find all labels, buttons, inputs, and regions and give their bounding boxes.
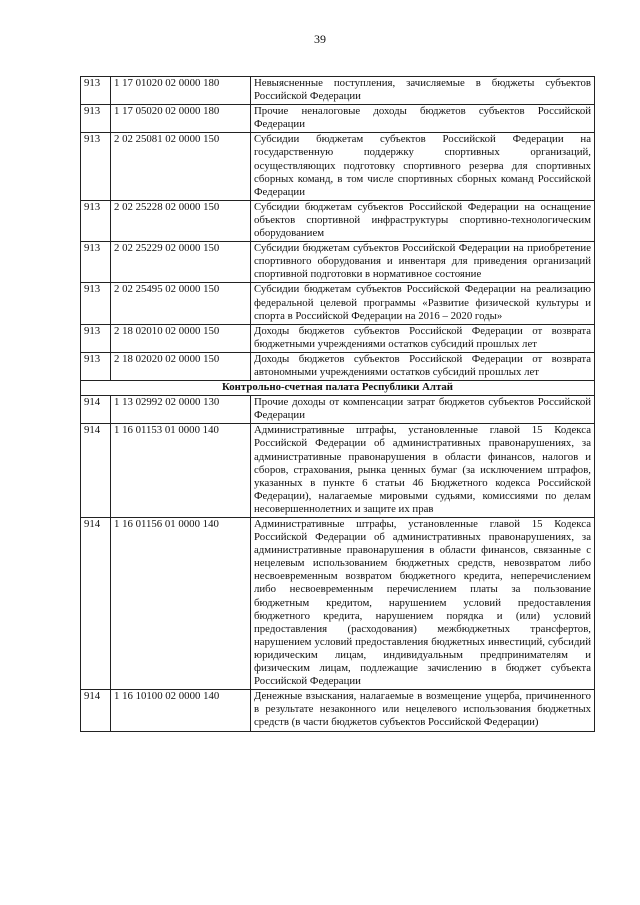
budget-code-cell: 1 17 05020 02 0000 180 [111, 105, 251, 133]
table-row [81, 518, 595, 690]
table-row [81, 105, 595, 133]
table-row [81, 283, 595, 324]
budget-code-cell: 2 18 02010 02 0000 150 [111, 324, 251, 352]
admin-code-cell: 914 [81, 396, 111, 424]
table-row [81, 200, 595, 241]
table-row [81, 77, 595, 105]
description-cell: Административные штрафы, установленные главой 15 Кодекса Российской Федерации об административных правонарушениях, за административные правонарушения в области финансов, налогов и сборов, страхования, рынка ценных бумаг (за исключением штрафов, указанных в пункте 6 статьи 46 Бюджетного кодекса Российской Федерации), налагаемые мировыми судьями, комиссиями по делам несовершеннолетних и защите их прав [251, 424, 595, 518]
section-header-row [81, 381, 595, 396]
admin-code-cell: 913 [81, 283, 111, 324]
budget-code-cell: 2 02 25081 02 0000 150 [111, 133, 251, 200]
description-cell: Субсидии бюджетам субъектов Российской Федерации на оснащение объектов спортивной инфраструктуры спортивно-технологическим оборудованием [251, 200, 595, 241]
budget-code-cell: 1 17 01020 02 0000 180 [111, 77, 251, 105]
admin-code-cell: 913 [81, 77, 111, 105]
description-cell: Невыясненные поступления, зачисляемые в бюджеты субъектов Российской Федерации [251, 77, 595, 105]
section-title: Контрольно-счетная палата Республики Алтай [81, 381, 595, 396]
description-cell: Денежные взыскания, налагаемые в возмещение ущерба, причиненного в результате незаконного или нецелевого использования бюджетных средств (в части бюджетов субъектов Российской Федерации) [251, 690, 595, 731]
table-row [81, 690, 595, 731]
admin-code-cell: 914 [81, 424, 111, 518]
table-row [81, 396, 595, 424]
table-row [81, 242, 595, 283]
budget-code-cell: 2 18 02020 02 0000 150 [111, 352, 251, 380]
description-cell: Прочие доходы от компенсации затрат бюджетов субъектов Российской Федерации [251, 396, 595, 424]
table-row [81, 424, 595, 518]
budget-code-cell: 2 02 25229 02 0000 150 [111, 242, 251, 283]
budget-code-cell: 1 16 10100 02 0000 140 [111, 690, 251, 731]
table-row [81, 324, 595, 352]
budget-code-cell: 1 16 01156 01 0000 140 [111, 518, 251, 690]
admin-code-cell: 913 [81, 352, 111, 380]
description-cell: Доходы бюджетов субъектов Российской Федерации от возврата автономными учреждениями остатков субсидий прошлых лет [251, 352, 595, 380]
table-row [81, 133, 595, 200]
admin-code-cell: 913 [81, 242, 111, 283]
description-cell: Доходы бюджетов субъектов Российской Федерации от возврата бюджетными учреждениями остатков субсидий прошлых лет [251, 324, 595, 352]
description-cell: Субсидии бюджетам субъектов Российской Федерации на государственную поддержку спортивных организаций, осуществляющих подготовку спортивного резерва для спортивных сборных команд, в том числе спортивных сборных команд Российской Федерации [251, 133, 595, 200]
budget-code-cell: 2 02 25228 02 0000 150 [111, 200, 251, 241]
budget-code-cell: 2 02 25495 02 0000 150 [111, 283, 251, 324]
page-number: 39 [314, 32, 326, 46]
description-cell: Субсидии бюджетам субъектов Российской Федерации на приобретение спортивного оборудования и инвентаря для приведения организаций спортивной подготовки в нормативное состояние [251, 242, 595, 283]
description-cell: Административные штрафы, установленные главой 15 Кодекса Российской Федерации об административных правонарушениях, за административные правонарушения в области финансов, связанные с нецелевым использованием бюджетных средств, невозвратом либо несвоевременным возвратом бюджетного кредита, неперечислением либо несвоевременным перечислением платы за пользование бюджетным кредитом, нарушением условий предоставления бюджетного кредита, нарушением порядка и (или) условий предоставления (расходования) межбюджетных трансфертов, нарушением условий предоставления бюджетных инвестиций, субсидий юридическим лицам, индивидуальным предпринимателям и физическим лицам, подлежащие зачислению в бюджет субъекта Российской Федерации [251, 518, 595, 690]
admin-code-cell: 914 [81, 690, 111, 731]
admin-code-cell: 913 [81, 105, 111, 133]
admin-code-cell: 913 [81, 133, 111, 200]
table-row [81, 352, 595, 380]
admin-code-cell: 913 [81, 324, 111, 352]
admin-code-cell: 914 [81, 518, 111, 690]
admin-code-cell: 913 [81, 200, 111, 241]
budget-code-cell: 1 13 02992 02 0000 130 [111, 396, 251, 424]
description-cell: Прочие неналоговые доходы бюджетов субъектов Российской Федерации [251, 105, 595, 133]
description-cell: Субсидии бюджетам субъектов Российской Федерации на реализацию федеральной целевой программы «Развитие физической культуры и спорта в Российской Федерации на 2016 – 2020 годы» [251, 283, 595, 324]
budget-code-cell: 1 16 01153 01 0000 140 [111, 424, 251, 518]
revenue-classification-table [80, 76, 595, 732]
